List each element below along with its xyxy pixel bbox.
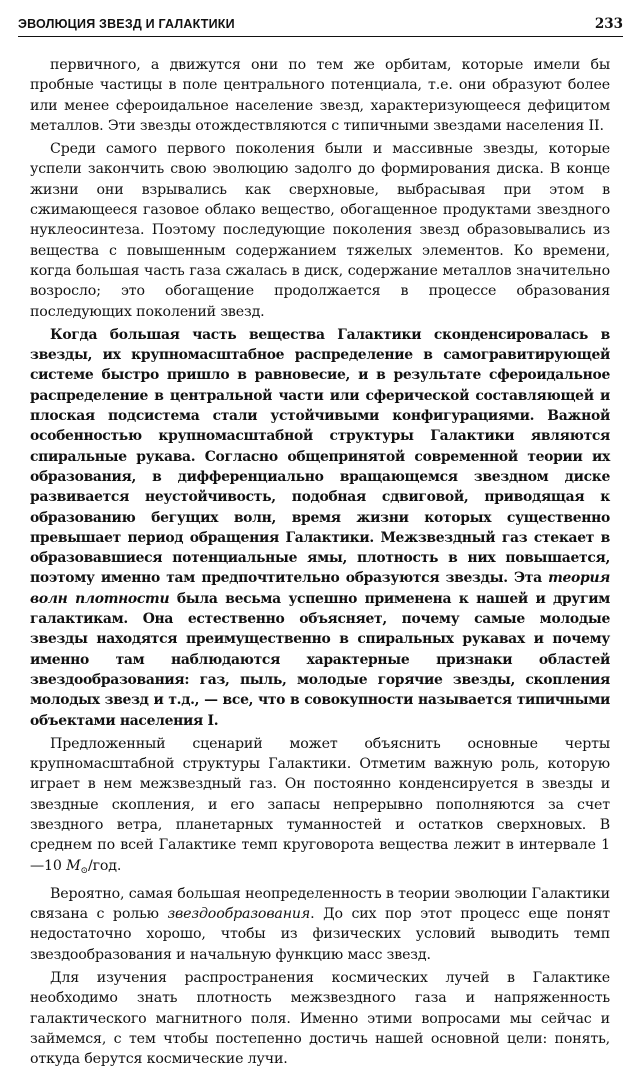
paragraph-3-text-start: Когда большая часть вещества Галактики сконденсировалась в звезды, их крупномасштабное распределение в самогравитирующей системе быстро пришло в равновесие, и в результате сфероидальное распределение в центральной части или сферической составляющей и плоская подсистема стали устойчивыми конфигурациями. Важной особенностью крупномасштабной структуры Галактики являются спиральные рукава. Согласно общепринятой современной теории их образования, в дифференциально вращающемся звездном диске развивается неустойчивость, подобная сдвиговой, приводящая к образованию бегущих волн, время жизни которых существенно превышает период обращения Галактики. Межзвездный газ стекает в образовавшиеся потенциальные ямы, плотность в них повышается, поэтому именно там предпочтительно образуются звезды. Эта	[30, 326, 610, 587]
paragraph-3	[30, 325, 610, 731]
running-title: ЭВОЛЮЦИЯ ЗВЕЗД И ГАЛАКТИКИ	[18, 17, 235, 31]
body-text	[30, 55, 610, 1073]
paragraph-5	[30, 884, 610, 965]
solar-mass-symbol: M	[66, 857, 81, 874]
page-header	[18, 14, 623, 37]
paragraph-4-text-start: Предложенный сценарий может объяснить основные черты крупномасштабной структуры Галактики. Отметим важную роль, которую играет в нем межзвездный газ. Он постоянно конденсируется в звезды и звездные скопления, и его запасы непрерывно пополняются за счет звездного ветра, планетарных туманностей и остатков сверхновых. В среднем по всей Галактике темп круговорота вещества лежит в интервале 1—10	[30, 735, 610, 874]
paragraph-4	[30, 734, 610, 881]
paragraph-5-text-end: . До сих пор этот процесс еще понят недостаточно хорошо, чтобы из физических условий выводить темп звездообразования и начальную функцию масс звезд.	[30, 906, 610, 963]
paragraph-5-text-start: Вероятно, самая большая неопределенность в теории эволюции Галактики связана с ролью	[30, 885, 610, 923]
paragraph-3-text-end: была весьма успешно применена к нашей и другим галактикам. Она естественно объясняет, почему самые молодые звезды находятся преимущественно в спиральных рукавах и почему именно там наблюдаются характерные признаки областей звездообразования: газ, пыль, молодые горячие звезды, скопления молодых звезд и т.д., — все, что в совокупности называется типичными объектами населения I.	[30, 590, 610, 729]
page-number: 233	[594, 16, 623, 32]
star-formation-term: звездообразования	[167, 906, 311, 923]
paragraph-4-text-end: /год.	[87, 857, 122, 874]
density-wave-theory-term: теория волн плотности	[30, 570, 610, 607]
sun-subscript-icon: ⊙	[80, 865, 88, 876]
paragraph-2: Среди самого первого поколения были и массивные звезды, которые успели закончить свою эволюцию задолго до формирования диска. В конце жизни они взрывались как сверхновые, выбрасывая при этом в сжимающееся газовое облако вещество, обогащенное продуктами звездного нуклеосинтеза. Поэтому последующие поколения звезд образовывались из вещества с повышенным содержанием тяжелых элементов. Ко времени, когда большая часть газа сжалась в диск, содержание металлов значительно возросло; это обогащение продолжается в процессе образования последующих поколений звезд.	[30, 141, 610, 320]
paragraph-1: первичного, а движутся они по тем же орбитам, которые имели бы пробные частицы в поле центрального потенциала, т.е. они образуют более или менее сфероидальное население звезд, характеризующееся дефицитом металлов. Эти звезды отождествляются с типичными звездами населения II.	[30, 57, 610, 134]
paragraph-6: Для изучения распространения космических лучей в Галактике необходимо знать плотность межзвездного газа и напряженность галактического магнитного поля. Именно этими вопросами мы сейчас и займемся, с тем чтобы постепенно достичь нашей основной цели: понять, откуда берутся космические лучи.	[30, 970, 610, 1068]
